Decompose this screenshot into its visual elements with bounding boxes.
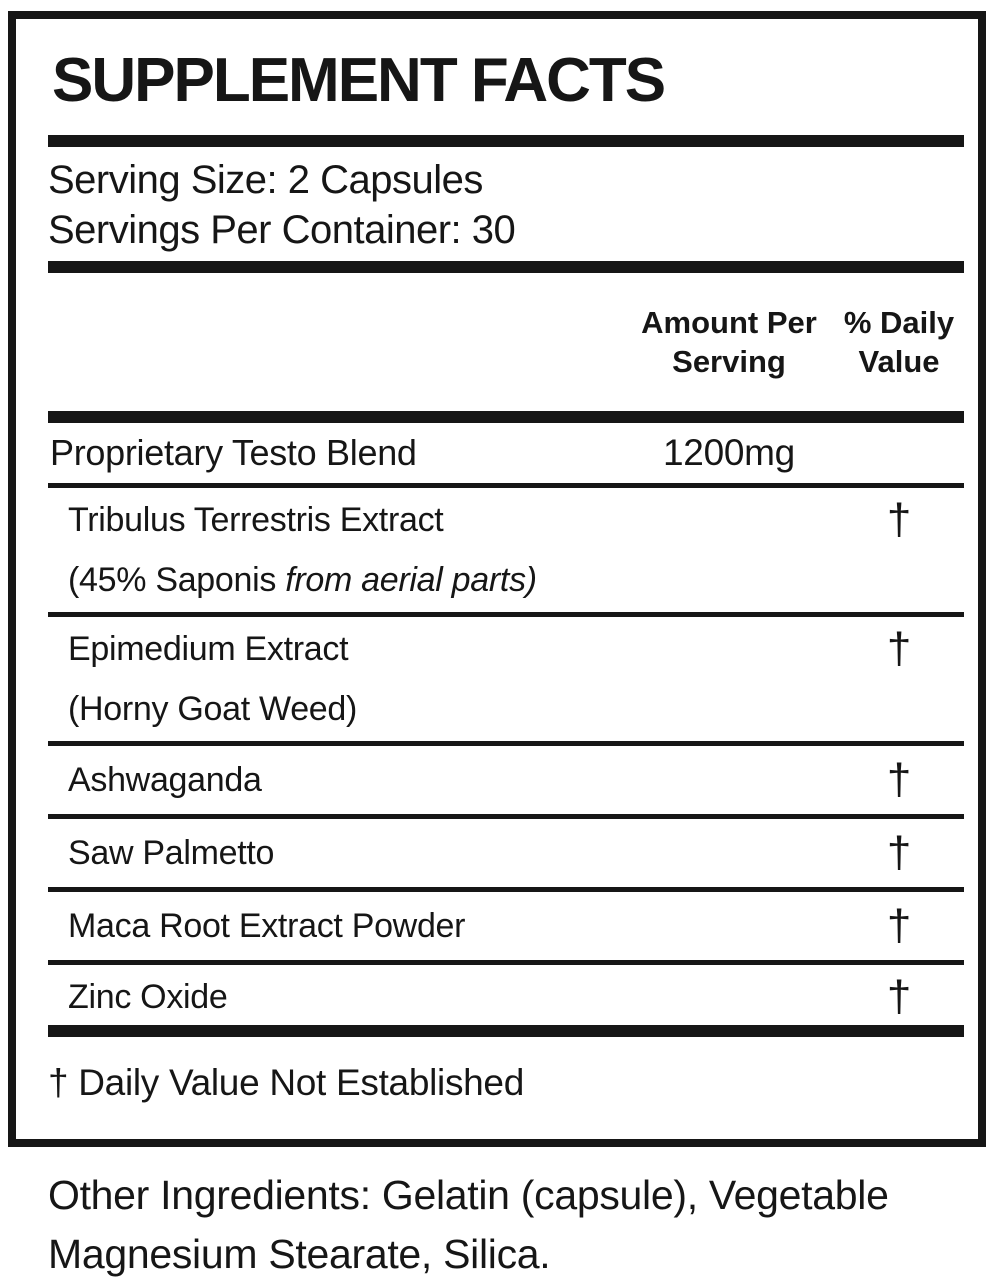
ingredients-table	[48, 423, 964, 1025]
supplement-facts-panel	[8, 11, 986, 1147]
ingredient-detail: (Horny Goat Weed)	[68, 690, 358, 728]
ingredient-detail	[68, 560, 624, 600]
column-headers	[48, 303, 964, 381]
dagger-symbol: †	[886, 901, 912, 950]
ingredient-name: Saw Palmetto	[68, 834, 275, 872]
ingredient-amount: 1200mg	[663, 432, 795, 473]
dagger-symbol: †	[886, 972, 912, 1021]
other-ingredients-line1: Other Ingredients: Gelatin (capsule), Vegetable	[48, 1172, 889, 1218]
table-row-proprietary-blend	[48, 423, 964, 483]
ingredient-name: Zinc Oxide	[68, 978, 228, 1016]
daily-value-header	[834, 303, 964, 381]
detail-regular: (45% Saponis	[68, 561, 286, 599]
ingredient-name: Maca Root Extract Powder	[68, 907, 466, 945]
ingredient-name: Proprietary Testo Blend	[50, 432, 417, 473]
daily-value-footnote: † Daily Value Not Established	[48, 1062, 524, 1103]
dagger-symbol: †	[886, 624, 912, 673]
ingredient-name: Tribulus Terrestris Extract	[68, 501, 444, 539]
serving-size: Serving Size: 2 Capsules	[48, 158, 483, 202]
table-row-zinc-oxide	[48, 965, 964, 1025]
dagger-symbol: †	[886, 495, 912, 544]
amount-header-line2: Serving	[672, 344, 786, 379]
serving-info	[48, 155, 964, 255]
table-row-ashwaganda	[48, 746, 964, 814]
ingredient-name: Epimedium Extract	[68, 630, 349, 668]
dv-header-line2: Value	[858, 344, 940, 379]
amount-header-line1: Amount Per	[641, 305, 817, 340]
table-row-tribulus	[48, 488, 964, 612]
dv-header-line1: % Daily	[843, 305, 955, 340]
divider-under-serving	[48, 261, 964, 273]
other-ingredients-text	[48, 1166, 978, 1284]
table-row-saw-palmetto	[48, 819, 964, 887]
dagger-symbol: †	[886, 828, 912, 877]
panel-title: SUPPLEMENT FACTS	[52, 46, 665, 115]
divider-under-headers	[48, 411, 964, 423]
detail-italic: from aerial parts)	[285, 561, 537, 599]
dagger-symbol: †	[886, 755, 912, 804]
amount-per-serving-header	[624, 303, 834, 381]
table-row-epimedium	[48, 617, 964, 741]
table-row-maca-root	[48, 892, 964, 960]
divider-above-footnote	[48, 1025, 964, 1037]
ingredient-name: Ashwaganda	[68, 761, 262, 799]
divider-under-title	[48, 135, 964, 147]
other-ingredients-line2: Magnesium Stearate, Silica.	[48, 1231, 551, 1277]
servings-per-container: Servings Per Container: 30	[48, 208, 516, 252]
